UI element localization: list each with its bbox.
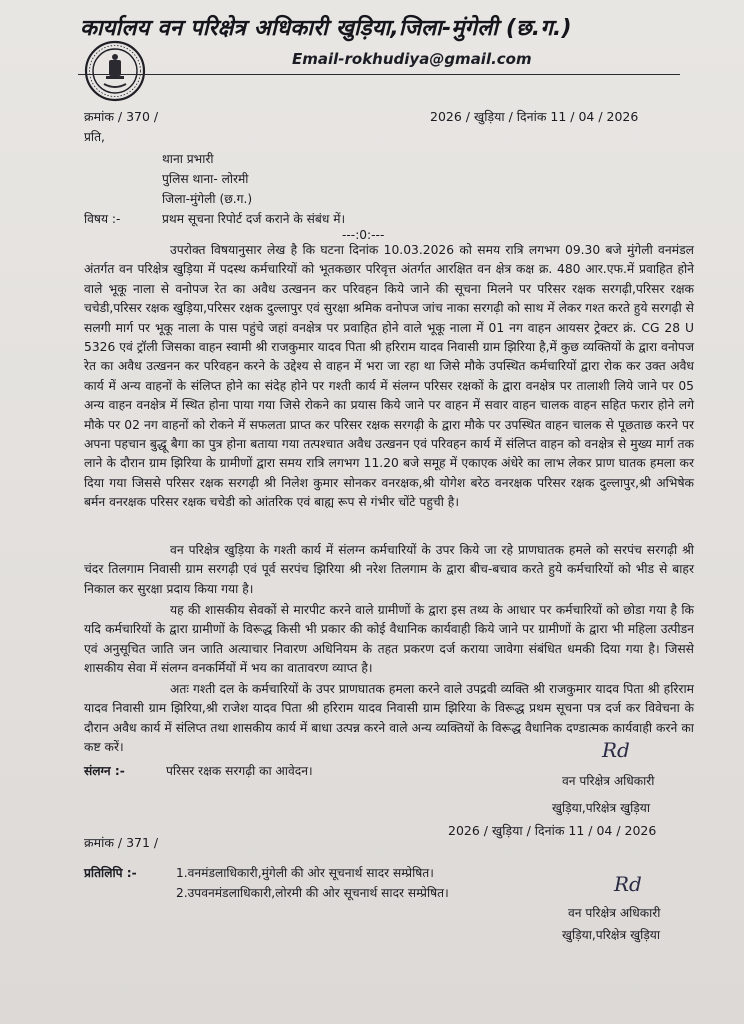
recipient-line-2: पुलिस थाना- लोरमी (162, 172, 249, 186)
separator: ---:0:--- (342, 228, 385, 242)
signature-1-designation: वन परिक्षेत्र अधिकारी (562, 774, 655, 788)
enclosure-text: परिसर रक्षक सरगढ़ी का आवेदन। (166, 764, 313, 778)
office-email: Email-rokhudiya@gmail.com (292, 50, 532, 68)
signature-1-scrawl: Rd (602, 738, 630, 762)
subject-text: प्रथम सूचना रिपोर्ट दर्ज कराने के संबंध में। (162, 212, 346, 226)
office-title: कार्यालय वन परिक्षेत्र अधिकारी खुड़िया,जिला-मुंगेली (छ.ग.) (80, 16, 572, 41)
paragraph-2-text: वन परिक्षेत्र खुड़िया के गश्ती कार्य में संलग्न कर्मचारियों के उपर किये जा रहे प्राणघातक हमले को सरपंच सरगढ़ी श्री चंदर तिलगाम निवासी ग्राम सरगढ़ी एवं पूर्व सरपंच झिरिया श्री नरेश तिलगाम के द्वारा बीच-बचाव करते हुये कर्मचारियों को भीड से बाहर निकाल कर सुरक्षा प्रदाय किया गया है। (84, 543, 694, 596)
paragraph-3-text: यह की शासकीय सेवकों से मारपीट करने वाले ग्रामीणों के द्वारा इस तथ्य के आधार पर कर्मचारियों को छोडा गया है कि यदि कर्मचारियों के द्वारा ग्रामीणों के विरूद्ध किसी भी प्रकार की कोई वैधानिक कार्यवाही किये जाने पर ग्रामीणों के द्वारा भी महिला उत्पीडन एवं अनुसूचित जाति जन जाति अत्याचार निवारण अधिनियम के तहत प्रकरण दर्ज कराया जावेगा संबंधित धमकी दिया गया है। जिससे शासकीय सेवा में संलग्न वनकर्मियों में भय का वातावरण व्याप्त है। (84, 603, 694, 676)
reference-number: क्रमांक / 370 / (84, 109, 159, 124)
signature-2-scrawl: Rd (614, 872, 642, 896)
body-paragraph-2 (84, 541, 694, 599)
body-paragraph-1 (84, 241, 694, 513)
body-paragraph-3 (84, 601, 694, 679)
government-seal-icon (84, 40, 146, 102)
letterhead-divider (78, 74, 680, 75)
copy-item-1: 1.वनमंडलाधिकारी,मुंगेली की ओर सूचनार्थ सादर सम्प्रेषित। (176, 866, 434, 880)
reference-2-number: क्रमांक / 371 / (84, 835, 159, 850)
paragraph-1-text: उपरोक्त विषयानुसार लेख है कि घटना दिनांक 10.03.2026 को समय रात्रि लगभग 09.30 बजे मुंगेली वनमंडल अंतर्गत वन परिक्षेत्र खुड़िया में पदस्थ कर्मचारियों को भूतकछार परिवृत्त अंतर्गत आरक्षित वन क्षेत्र कक्ष क्र. 480 आर.एफ.में प्रवाहित होने वाले भूकू नाला से वनोपज रेत का अवैध उत्खनन कर परिवहन किये जाने की सूचना मिलने पर परिसर रक्षक सरगढ़ी,परिसर रक्षक चचेडी,परिसर रक्षक खुड़िया,परिसर रक्षक दुल्लापुर एवं सुरक्षा श्रमिक वनोपज जांच नाका सरगढ़ी को साथ में लेकर गश्त करते हुये सरगढ़ी से सलगी मार्ग पर भूकू नाला के पास पहुंचे जहां वनक्षेत्र पर प्रवाहित होने वाले भूकू नाला में 01 नग वाहन आयसर ट्रेक्टर क्रं. CG 28 U 5326 एवं ट्रॉली जिसका वाहन स्वामी श्री राजकुमार यादव पिता श्री हरिराम यादव निवासी ग्राम झिरिया है,में कुछ व्यक्तियों के द्वारा वनोपज रेत का अवैध उत्खनन कर परिवहन करने के उद्देश्य से वाहन में भरा जा रहा था जिसे मौके उपस्थित कर्मचारियों द्वारा रोक कर उक्त अवैध कार्य में अन्य वाहनों के संलिप्त होने का संदेह होने पर गश्ती कार्य में संलग्न परिसर रक्षकों के द्वारा वनक्षेत्र पर तालाशी लिये जाने पर 05 अन्य वाहन वनक्षेत्र में स्थित होना पाया गया जिसे रोकने का प्रयास किये जाने पर वाहन में सवार वाहन चालक वाहन सहित फरार होने लगे मौके पर 02 नग वाहनों को रोकने में सफलता प्राप्त कर परिसर रक्षक सरगढ़ी के द्वारा मौके पर उपस्थित वाहन चालक से पूछताछ करने पर अपना पहचान बुद्धू बैगा का पुत्र होना बताया गया तत्पश्चात अवैध उत्खनन एवं परिवहन कार्य में संलिप्त वाहन को वनक्षेत्र से मुख्य मार्ग तक लाने के दौरान ग्राम झिरिया के ग्रामीणों द्वारा समय रात्रि लगभग 11.20 बजे समूह में एकाएक अंधेरे का लाभ लेकर प्राण घातक हमला कर दिया गया जिससे परिसर रक्षक सरगढ़ी श्री निलेश कुमार सोनकर वनरक्षक,श्री योगेश बरेठ वनरक्षक परिसर रक्षक दुल्लापुर,श्री अभिषेक बर्मन वनरक्षक परिसर रक्षक चचेडी को आंतरिक एवं बाह्य रूप से गंभीर चोंटे पहुची है। (84, 243, 694, 510)
paragraph-4-text: अतः गश्ती दल के कर्मचारियों के उपर प्राणघातक हमला करने वाले उपद्रवी व्यक्ति श्री राजकुमार यादव पिता श्री हरिराम यादव निवासी ग्राम झिरिया,श्री राजेश यादव पिता श्री हरिराम यादव निवासी ग्राम झिरिया के विरूद्ध प्रथम सूचना पत्र दर्ज कर विवेचना के दौरान अवैध कार्य में संलिप्त तथा शासकीय कार्य में बाधा उत्पन्न करने वाले अन्य व्यक्तियों के विरूद्ध वैधानिक दण्डात्मक कार्यवाही करने का कष्ट करें। (84, 682, 694, 755)
signature-1-place: खुड़िया,परिक्षेत्र खुड़िया (552, 801, 651, 815)
copy-label: प्रतिलिपि :- (84, 866, 137, 880)
copy-item-2: 2.उपवनमंडलाधिकारी,लोरमी की ओर सूचनार्थ सादर सम्प्रेषित। (176, 886, 449, 900)
reference-date: 2026 / खुड़िया / दिनांक 11 / 04 / 2026 (430, 109, 639, 124)
prati-label: प्रति, (84, 130, 105, 144)
signature-2-designation: वन परिक्षेत्र अधिकारी (568, 906, 661, 920)
recipient-line-1: थाना प्रभारी (162, 152, 214, 166)
reference-2-date: 2026 / खुड़िया / दिनांक 11 / 04 / 2026 (448, 823, 657, 838)
recipient-line-3: जिला-मुंगेली (छ.ग.) (162, 192, 253, 206)
subject-label: विषय :- (84, 212, 121, 226)
enclosure-label: संलग्न :- (84, 764, 125, 778)
signature-2-place: खुड़िया,परिक्षेत्र खुड़िया (562, 928, 661, 942)
